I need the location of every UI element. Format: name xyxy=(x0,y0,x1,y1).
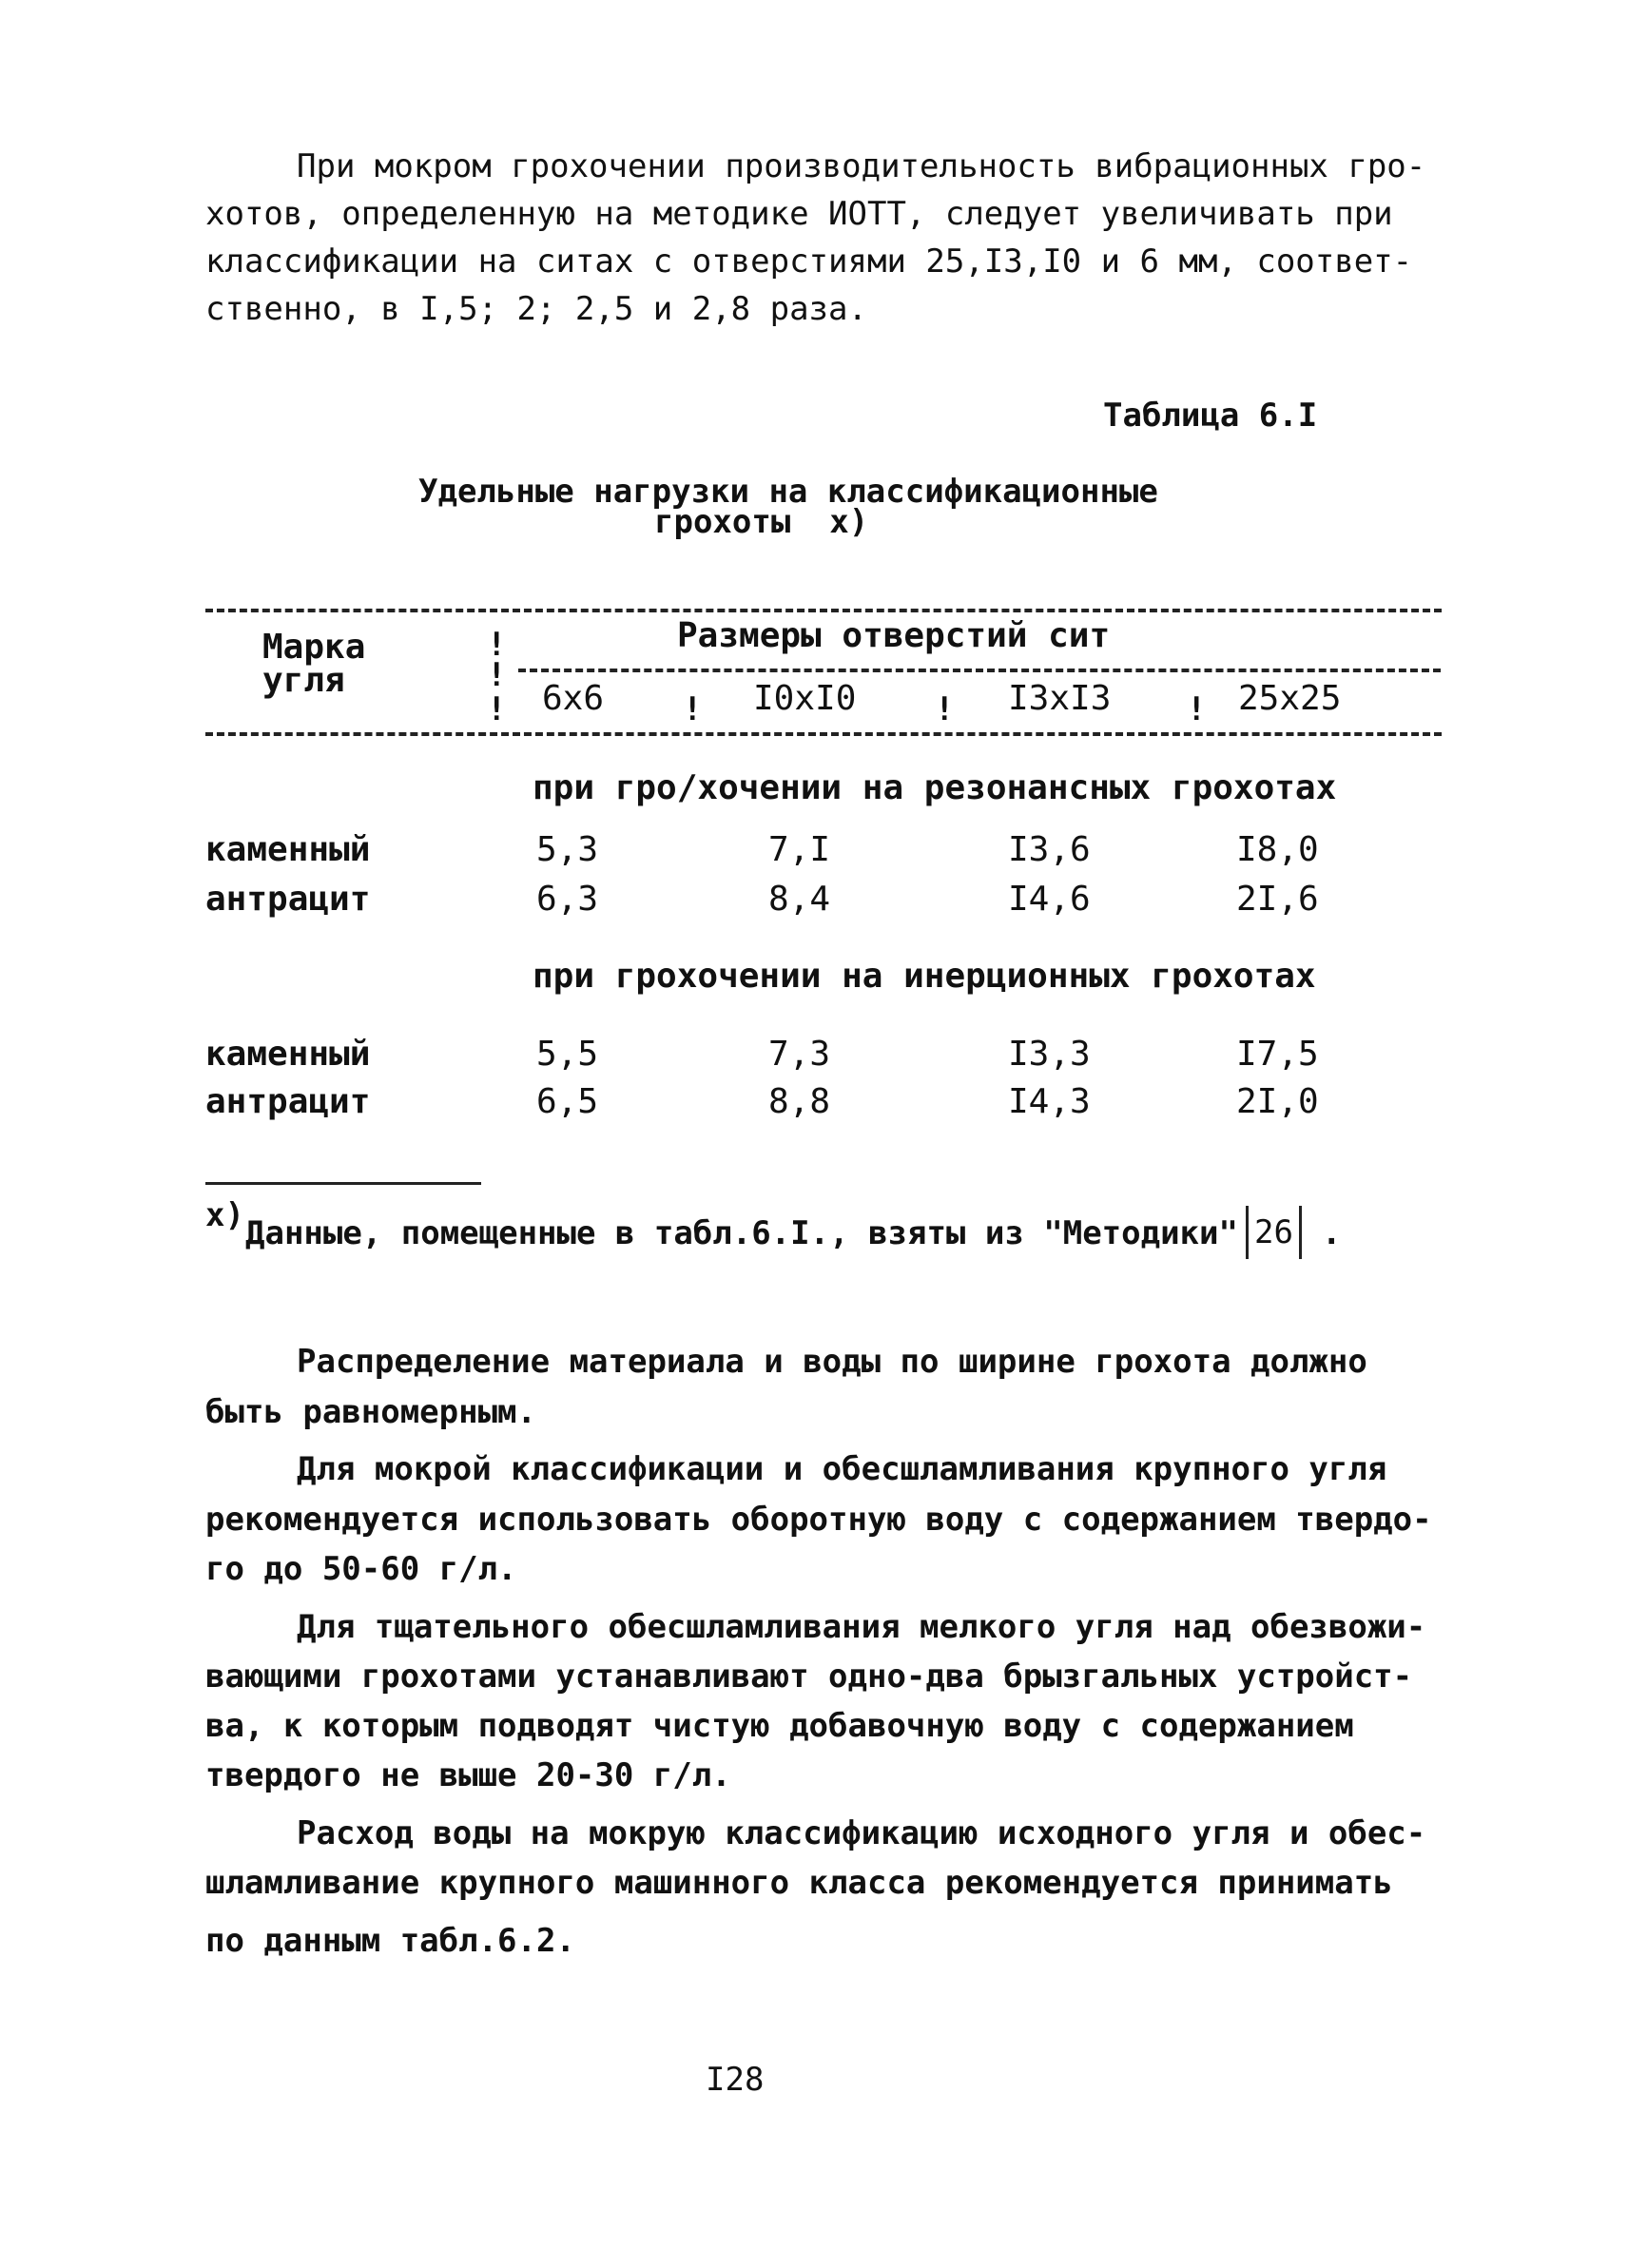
footnote-reference: 26 xyxy=(1246,1206,1302,1259)
paragraph-line: вающими грохотами устанавливают одно-два брызгальных устройст- xyxy=(205,1657,1413,1696)
row-header-label: Марка xyxy=(262,628,366,667)
column-header: I0хI0 xyxy=(753,679,857,718)
footnote-rule xyxy=(205,1182,481,1185)
column-header: I3хI3 xyxy=(1008,679,1112,718)
row-name: каменный xyxy=(205,830,371,869)
table-cell: 6,5 xyxy=(536,1082,599,1121)
intro-line: При мокром грохочении производительность вибрационных гро- xyxy=(297,147,1426,185)
table-cell: 2I,0 xyxy=(1236,1082,1319,1121)
table-cell: I7,5 xyxy=(1236,1035,1319,1074)
paragraph-line: рекомендуется использовать оборотную воду с содержанием твердо- xyxy=(205,1501,1432,1539)
row-name: каменный xyxy=(205,1035,371,1074)
paragraph-line: Для тщательного обесшламливания мелкого угля над обезвожи- xyxy=(297,1608,1426,1646)
paragraph-line: Расход воды на мокрую классификацию исходного угля и обес- xyxy=(297,1814,1426,1852)
header-bottom-rule xyxy=(205,732,1442,736)
table-cell: I3,3 xyxy=(1008,1035,1091,1074)
intro-line: ственно, в I,5; 2; 2,5 и 2,8 раза. xyxy=(205,290,867,328)
table-cell: I8,0 xyxy=(1236,830,1319,869)
paragraph-line: Для мокрой классификации и обесшламливания крупного угля xyxy=(297,1450,1387,1488)
footnote-end: . xyxy=(1322,1214,1342,1252)
section-title: при грохочении на инерционных грохотах xyxy=(533,957,1316,996)
column-separator: ! xyxy=(683,690,703,728)
column-separator: ! xyxy=(1187,690,1207,728)
column-header: 6х6 xyxy=(542,679,605,718)
footnote-mark: х) xyxy=(205,1196,244,1234)
paragraph-line: быть равномерным. xyxy=(205,1393,536,1431)
table-cell: 5,3 xyxy=(536,830,599,869)
row-header-label: угля xyxy=(262,661,345,700)
table-cell: 7,3 xyxy=(768,1035,831,1074)
column-separator: ! xyxy=(487,690,507,728)
table-cell: 6,3 xyxy=(536,880,599,919)
paragraph-line: ва, к которым подводят чистую добавочную воду с содержанием xyxy=(205,1707,1354,1745)
table-cell: I4,3 xyxy=(1008,1082,1091,1121)
row-name: антрацит xyxy=(205,880,371,919)
table-cell: 2I,6 xyxy=(1236,880,1319,919)
paragraph-line: твердого не выше 20-30 г/л. xyxy=(205,1756,731,1794)
section-title: при гро/хочении на резонансных грохотах xyxy=(533,768,1337,807)
column-separator: ! xyxy=(487,656,507,694)
table-cell: I3,6 xyxy=(1008,830,1091,869)
table-cell: 7,I xyxy=(768,830,831,869)
column-group-header: Размеры отверстий сит xyxy=(677,616,1111,655)
table-label: Таблица 6.I xyxy=(1103,397,1318,435)
paragraph-line: шламливание крупного машинного класса рекомендуется принимать xyxy=(205,1864,1393,1902)
paragraph-line: по данным табл.6.2. xyxy=(205,1922,575,1960)
page-number: I28 xyxy=(706,2061,765,2099)
intro-line: классификации на ситах с отверстиями 25,I3,I0 и 6 мм, соответ- xyxy=(205,242,1413,281)
column-separator: ! xyxy=(935,690,955,728)
paragraph-line: Распределение материала и воды по ширине грохота должно xyxy=(297,1343,1367,1381)
footnote-text: Данные, помещенные в табл.6.I., взяты из "Методики" xyxy=(245,1214,1238,1252)
column-separator: ! xyxy=(487,626,507,664)
table-cell: 8,8 xyxy=(768,1082,831,1121)
header-mid-rule xyxy=(518,669,1441,672)
table-cell: I4,6 xyxy=(1008,880,1091,919)
header-top-rule xyxy=(205,609,1442,612)
intro-line: хотов, определенную на методике ИОТТ, следует увеличивать при xyxy=(205,195,1393,233)
row-name: антрацит xyxy=(205,1082,371,1121)
table-title-line1: Удельные нагрузки на классификационные xyxy=(418,473,1158,511)
table-cell: 5,5 xyxy=(536,1035,599,1074)
table-title-line2: грохоты х) xyxy=(654,503,869,541)
paragraph-line: го до 50-60 г/л. xyxy=(205,1550,517,1588)
column-header: 25х25 xyxy=(1238,679,1342,718)
table-cell: 8,4 xyxy=(768,880,831,919)
